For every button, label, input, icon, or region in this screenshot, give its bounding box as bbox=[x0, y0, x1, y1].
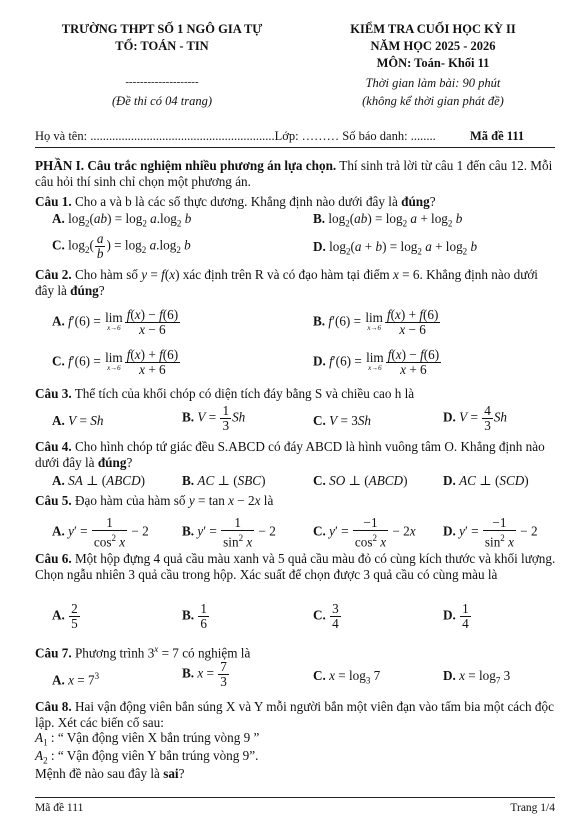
header-dashes: -------------------- bbox=[125, 76, 199, 88]
option-label: A. bbox=[52, 523, 65, 539]
question-7-text: Phương trình bbox=[71, 645, 148, 661]
class-field: Lớp: ……… bbox=[274, 129, 343, 143]
name-field: Họ và tên: ........................................................... bbox=[35, 129, 275, 143]
q6-option-b[interactable]: B. $\frac{1}{6}$ bbox=[182, 601, 207, 631]
question-6-label: Câu 6. bbox=[35, 551, 72, 566]
option-label: D. bbox=[443, 473, 456, 488]
option-label: D. bbox=[313, 353, 326, 369]
option-label: B. bbox=[182, 523, 195, 539]
question-6-text: Một hộp đựng 4 quả cầu màu xanh và 5 quả cầu màu đỏ có cùng kích thước và khối lượng. Chọn ngẫu nhiên 3 quả cầu trong hộp. Xác suất để chọn được 3 quả cầu có cùng màu là bbox=[35, 551, 556, 582]
q2-option-d[interactable]: D. f′(6) = lim x→6 $\frac{f(x) - f(6)}{x + 6}$ bbox=[313, 347, 440, 377]
q5-option-d[interactable]: D. y′ = $\frac{-1}{\sin^2 x}$ − 2 bbox=[443, 515, 538, 550]
question-4-end: ? bbox=[126, 455, 133, 470]
option-label: A. bbox=[52, 672, 65, 688]
question-2-text-a: Cho hàm số bbox=[71, 267, 142, 282]
part1-intro: Thí sinh trả lời từ câu 1 đến câu 12. Mỗi câu hỏi thí sinh chỉ chọn một phương án. bbox=[35, 158, 553, 189]
part1-heading bbox=[35, 158, 560, 190]
q6-option-a[interactable]: A. $\frac{2}{5}$ bbox=[52, 601, 78, 631]
question-4-emph: đúng bbox=[97, 455, 127, 470]
question-1 bbox=[35, 194, 560, 210]
q3-option-d[interactable]: D. V = $\frac{4}{3}$ Sh bbox=[443, 403, 507, 433]
question-4-label: Câu 4. bbox=[35, 439, 72, 454]
q6-option-d[interactable]: D. $\frac{1}{4}$ bbox=[443, 601, 469, 631]
q4-option-a[interactable]: A. SA ⊥ (ABCD) bbox=[52, 473, 146, 488]
duration-note: (không kể thời gian phát đề) bbox=[362, 94, 504, 108]
q2-option-b[interactable]: B. f′(6) = lim x→6 $\frac{f(x) + f(6)}{x - 6}$ bbox=[313, 307, 439, 337]
option-label: C. bbox=[313, 607, 326, 623]
school-name: TRƯỜNG THPT SỐ 1 NGÔ GIA TỰ bbox=[61, 22, 263, 36]
q1-option-c[interactable]: C. $\log_2$( $\frac{a}{b}$ ) = $\log_2 a.\log_2$ b bbox=[52, 231, 191, 261]
q7-option-b[interactable]: B. x = $\frac{7}{3}$ bbox=[182, 659, 227, 689]
footer-rule bbox=[35, 797, 555, 798]
duration: Thời gian làm bài: 90 phút bbox=[365, 76, 501, 90]
question-2-end: ? bbox=[98, 283, 105, 298]
q4-option-b[interactable]: B. AC ⊥ (SBC) bbox=[182, 473, 266, 488]
question-4 bbox=[35, 439, 560, 471]
q1-option-b[interactable]: B. $\log_2(ab) = \log_2 a + \log_2 b$ bbox=[313, 211, 463, 229]
q2-option-a[interactable]: A. f′(6) = lim x→6 $\frac{f(x) - f(6)}{x - 6}$ bbox=[52, 307, 179, 337]
question-5-label: Câu 5. bbox=[35, 493, 72, 508]
option-label: A. bbox=[52, 413, 65, 428]
option-label: A. bbox=[52, 473, 65, 488]
question-6 bbox=[35, 551, 560, 583]
event-a2: $A_2$ : “ Vận động viên Y bắn trúng vòng 9”. bbox=[35, 748, 259, 766]
pages-note: (Đề thi có 04 trang) bbox=[112, 94, 212, 108]
option-label: C. bbox=[313, 523, 326, 539]
question-8-label: Câu 8. bbox=[35, 699, 72, 714]
question-3 bbox=[35, 386, 560, 402]
question-2-text-b: xác định trên R và có đạo hàm tại điểm bbox=[179, 267, 393, 282]
option-label: D. bbox=[313, 239, 326, 254]
question-7: Câu 7. Phương trình $3^x = 7$ có nghiệm là bbox=[35, 644, 251, 661]
question-2-label: Câu 2. bbox=[35, 267, 72, 282]
student-id-field: Số báo danh: ........ bbox=[342, 129, 436, 143]
school-year: NĂM HỌC 2025 - 2026 bbox=[370, 39, 496, 53]
q5-option-b[interactable]: B. y′ = $\frac{1}{\sin^2 x}$ − 2 bbox=[182, 515, 276, 550]
option-label: A. bbox=[52, 607, 65, 623]
question-1-end: ? bbox=[429, 194, 436, 209]
option-label: C. bbox=[313, 473, 326, 488]
separator-line bbox=[35, 147, 555, 148]
q1-option-a[interactable]: A. $\log_2(ab) = \log_2 a.\log_2$ b bbox=[52, 211, 192, 229]
q4-option-c[interactable]: C. SO ⊥ (ABCD) bbox=[313, 473, 408, 488]
option-label: C. bbox=[52, 237, 65, 253]
subject: MÔN: Toán- Khối 11 bbox=[376, 56, 490, 70]
question-2-text-c: . Khẳng định nào dưới đây là bbox=[35, 267, 538, 298]
option-label: D. bbox=[443, 607, 456, 623]
question-3-text: Thể tích của khối chóp có diện tích đáy bằng S và chiều cao h là bbox=[71, 386, 415, 401]
part1-title: PHẦN I. Câu trắc nghiệm nhiều phương án lựa chọn. bbox=[35, 158, 337, 173]
option-label: B. bbox=[182, 473, 195, 488]
option-label: C. bbox=[52, 353, 65, 369]
option-label: D. bbox=[443, 668, 456, 683]
question-2: Câu 2. Cho hàm số y = f(x) xác định trên R và có đạo hàm tại điểm x = 6. Khẳng định nào dưới đây là đúng? bbox=[35, 267, 538, 298]
option-label: A. bbox=[52, 313, 65, 329]
q6-option-c[interactable]: C. $\frac{3}{4}$ bbox=[313, 601, 339, 631]
option-label: B. bbox=[182, 607, 195, 623]
q5-option-c[interactable]: C. y′ = $\frac{-1}{\cos^2 x}$ − 2x bbox=[313, 515, 416, 550]
option-label: D. bbox=[443, 523, 456, 539]
question-7-label: Câu 7. bbox=[35, 645, 72, 661]
question-5-text-b: là bbox=[260, 493, 274, 508]
question-8-ask-text: Mệnh đề nào sau đây là bbox=[35, 766, 164, 781]
option-label: B. bbox=[182, 409, 195, 425]
question-3-label: Câu 3. bbox=[35, 386, 72, 401]
exam-code: Mã đề 111 bbox=[470, 129, 525, 143]
question-8-ask bbox=[35, 766, 184, 782]
question-8-end: ? bbox=[178, 766, 185, 781]
option-label: C. bbox=[313, 668, 326, 683]
question-7-text-b: có nghiệm là bbox=[178, 645, 251, 661]
option-label: A. bbox=[52, 211, 65, 226]
q5-option-a[interactable]: A. y′ = $\frac{1}{\cos^2 x}$ − 2 bbox=[52, 515, 149, 550]
q7-option-d[interactable]: D. $x = \log_7 3$ bbox=[443, 668, 511, 686]
exam-title: KIỂM TRA CUỐI HỌC KỲ II bbox=[350, 22, 516, 36]
question-8-text: Hai vận động viên bắn súng X và Y mỗi người bắn một viên đạn vào tấm bia một cách độc lập. Xét các biến cố sau: bbox=[35, 699, 554, 730]
event-a1: $A_1$ : “ Vận động viên X bắn trúng vòng 9 ” bbox=[35, 730, 260, 748]
department-name: TỔ: TOÁN - TIN bbox=[115, 39, 209, 53]
option-label: B. bbox=[182, 665, 195, 681]
question-5: Câu 5. Đạo hàm của hàm số y = tan x − 2x là bbox=[35, 493, 274, 508]
q3-option-c[interactable]: C. V = 3Sh bbox=[313, 413, 371, 428]
footer-exam-code: Mã đề 111 bbox=[35, 802, 84, 814]
footer-page-number: Trang 1/4 bbox=[510, 802, 555, 814]
question-4-text: Cho hình chóp tứ giác đều S.ABCD có đáy ABCD là hình vuông tâm O. Khẳng định nào dưới đây là bbox=[35, 439, 545, 470]
q3-option-a[interactable]: A. V = Sh bbox=[52, 413, 104, 428]
q3-option-b[interactable]: B. V = $\frac{1}{3}$ Sh bbox=[182, 403, 246, 433]
q7-option-a[interactable]: A. $x = 7^3$ bbox=[52, 671, 100, 688]
event-a1-text: : “ Vận động viên X bắn trúng vòng 9 ” bbox=[47, 730, 260, 745]
question-8 bbox=[35, 699, 560, 731]
q1-option-d[interactable]: D. $\log_2(a + b) = \log_2 a + \log_2 b$ bbox=[313, 239, 478, 257]
option-label: C. bbox=[313, 413, 326, 428]
option-label: B. bbox=[313, 313, 326, 329]
question-2-emph: đúng bbox=[70, 283, 99, 298]
q4-option-d[interactable]: D. AC ⊥ (SCD) bbox=[443, 473, 529, 488]
event-a2-text: : “ Vận động viên Y bắn trúng vòng 9”. bbox=[47, 748, 259, 763]
q2-option-c[interactable]: C. f′(6) = lim x→6 $\frac{f(x) + f(6)}{x + 6}$ bbox=[52, 347, 179, 377]
question-1-label: Câu 1. bbox=[35, 194, 72, 209]
option-label: B. bbox=[313, 211, 326, 226]
student-info-line bbox=[35, 128, 436, 144]
q7-option-c[interactable]: C. $x = \log_3 7$ bbox=[313, 668, 381, 686]
question-8-emph: sai bbox=[163, 766, 179, 781]
question-1-text: Cho a và b là các số thực dương. Khẳng định nào dưới đây là bbox=[71, 194, 402, 209]
question-5-text: Đạo hàm của hàm số bbox=[71, 493, 189, 508]
option-label: D. bbox=[443, 409, 456, 425]
question-1-emph: đúng bbox=[401, 194, 430, 209]
